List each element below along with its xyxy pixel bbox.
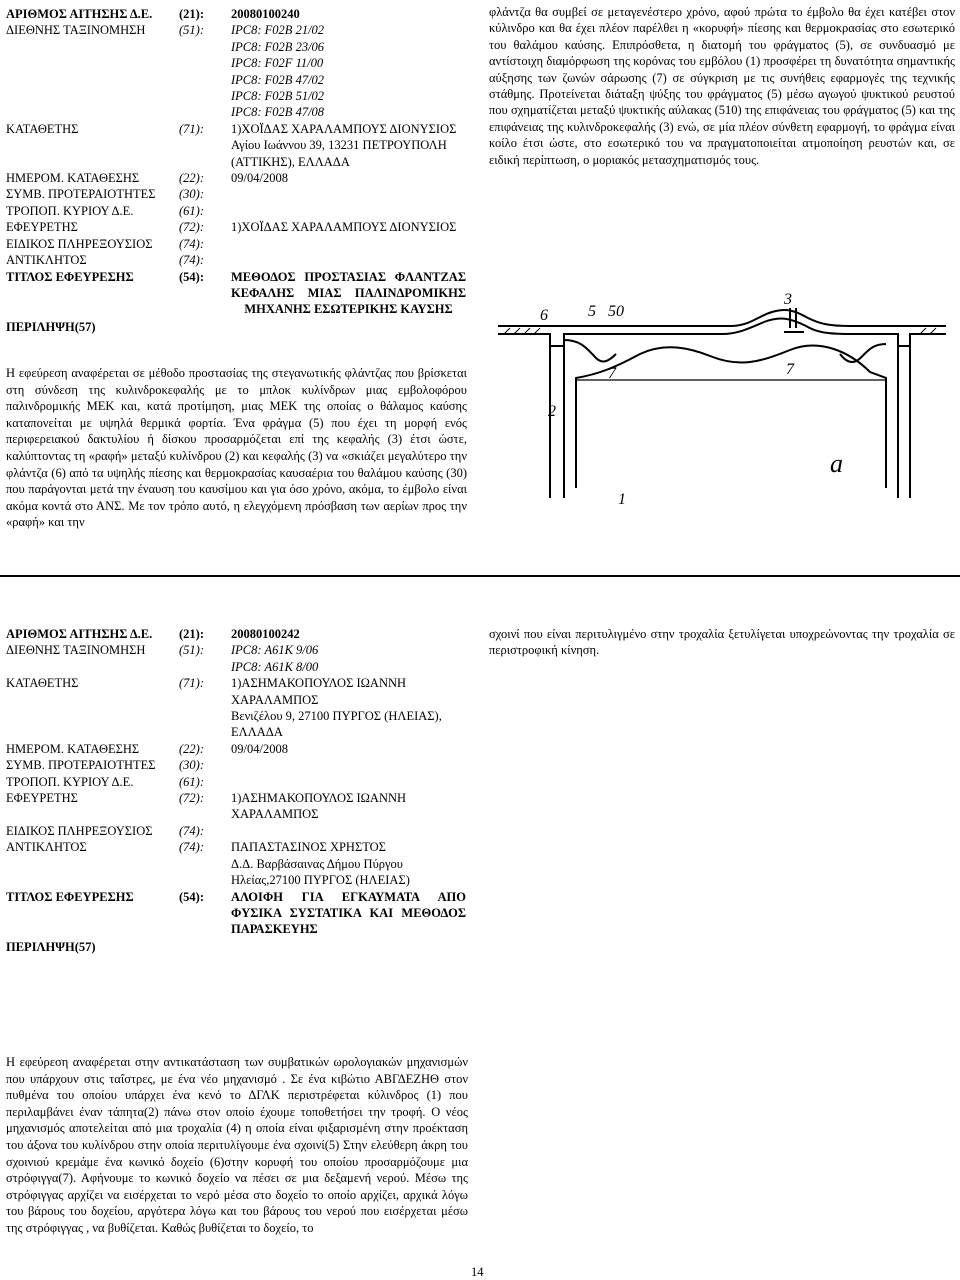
page-number: 14: [471, 1265, 484, 1279]
field-value: ΕΛΛΑΔΑ: [231, 725, 283, 740]
field-code: (72):: [179, 220, 204, 235]
field-value: 1)ΧΟΪΔΑΣ ΧΑΡΑΛΑΜΠΟΥΣ ΔΙΟΝΥΣΙΟΣ: [231, 220, 457, 235]
field-code: (71):: [179, 676, 204, 691]
label-7-left: 7: [608, 365, 616, 382]
metadata-row: [6, 823, 466, 839]
label-1: 1: [618, 491, 626, 508]
title-code: (54):: [179, 889, 204, 904]
field-code: (22):: [179, 741, 204, 756]
field-value: IPC8: F02B 21/02: [231, 23, 325, 38]
metadata-row: [6, 252, 466, 268]
title-code: (54):: [179, 269, 204, 284]
entry1-abstract: Η εφεύρεση αναφέρεται σε μέθοδο προστασίας της στεγανωτικής φλάντζας που βρίσκεται στη σύνδεση της κυλινδροκεφαλής με το μπλοκ κυλίνδρων μιας εμβολοφόρου παλινδρομικής ΜΕΚ και, κατά προτίμηση, μιας ΜΕΚ της οποίας ο θάλαμος καύσης καταπονείται με υψηλά θερμικά φορτία. Ένα φράγμα (5) που έχει τη μορφή ενός περιφερειακού δακτυλίου ή δίσκου προσαρμόζεται επί της κεφαλής (3) έτσι ώστε, καλύπτοντας τη «ραφή» μεταξύ κυλίνδρου (2) και κεφαλής (3) να «σκιάζει μεγαλύτερο την φλάντζα (6) από τα υψηλής πίεσης και θερμοκρασίας καυσαέρια του θαλάμου καύσης (30) που παράγονται μετά την έναυση του καυσίμου και για όσο χρόνο, ακόμα, το έμβολο είναι ακόμα κοντά στο ΑΝΣ. Με τον τρόπο αυτό, η ελεγχόμενη πρόσβαση των αερίων προς την «ραφή» και την: [6, 366, 467, 530]
label-2: 2: [548, 403, 556, 420]
metadata-row: [6, 757, 466, 773]
field-value: IPC8: F02B 51/02: [231, 89, 325, 104]
field-label: ΔΙΕΘΝΗΣ ΤΑΞΙΝΟΜΗΣΗ: [6, 23, 146, 38]
field-value: 1)ΑΣΗΜΑΚΟΠΟΥΛΟΣ ΙΩΑΝΝΗ: [231, 676, 407, 691]
field-value: IPC8: A61K 9/06: [231, 643, 319, 658]
field-value: ΧΑΡΑΛΑΜΠΟΣ: [231, 692, 319, 707]
field-label: ΕΙΔΙΚΟΣ ΠΛΗΡΕΞΟΥΣΙΟΣ: [6, 823, 153, 838]
field-value: 20080100242: [231, 627, 300, 641]
field-value: 09/04/2008: [231, 741, 288, 756]
metadata-row: [6, 236, 466, 252]
entry2-metadata: [6, 626, 466, 955]
label-3: 3: [784, 291, 792, 308]
field-value: Ηλείας,27100 ΠΥΡΓΟΣ (ΗΛΕΙΑΣ): [231, 873, 410, 888]
engine-cross-section-drawing: [490, 288, 954, 518]
field-label: ΗΜΕΡΟΜ. ΚΑΤΑΘΕΣΗΣ: [6, 741, 140, 756]
metadata-row: [6, 774, 466, 790]
metadata-row: [6, 203, 466, 219]
label-a: a: [830, 449, 843, 478]
entry2-abstract: Η εφεύρεση αναφέρεται στην αντικατάσταση των συμβατικών ωρολογιακών μηχανισμών που υπάρχουν στις ταΐστρες, με ένα νέο μηχανισμό . Σε ένα κιβώτιο ΑΒΓΔΕΖΗΘ στον πυθμένα του οποίου υπάρχει ένα κενό το ΔΓΛΚ περιστρέφεται κύλινδρος (1) που περιλαμβάνει έναν τάπητα(2) πάνω στον οποίο έχουμε τοποθετήσει την τροφή. Ο νέος μηχανισμός αποτελείται από μια τροχαλία (4) η οποία είναι φιξαρισμένη στην προέκταση του άξονα του κυλίνδρου στην οποία περιτυλίγουμε ένα σχοινί(5) Στην ελεύθερη άκρη του σχοινιού κρεμάμε ένα κωνικό δοχείο (6)στην κορυφή του οποίου προσαρμόζουμε μια στρόφιγγα(7). Αφήνουμε το κωνικό δοχείο να πέσει σε μια δεξαμενή νερού. Μέσω της στρόφιγγας αρχίζει να εισέρχεται το νερό μέσα στο δοχείο το οποίο αρχίζει, αρχικά λόγω του βάρους του δοχείου, αργότερα λόγω και του βάρους του νερού που εισέρχεται μέσω της στρόφιγγας , να βυθίζεται. Καθώς βυθίζεται το δοχείο, το: [6, 1055, 468, 1235]
metadata-row: [6, 741, 466, 757]
field-label: ΚΑΤΑΘΕΤΗΣ: [6, 121, 79, 136]
label-6: 6: [540, 307, 548, 324]
field-value: IPC8: F02B 47/08: [231, 105, 325, 120]
metadata-row: [6, 186, 466, 202]
field-label: ΗΜΕΡΟΜ. ΚΑΤΑΘΕΣΗΣ: [6, 171, 140, 186]
field-code: (30):: [179, 187, 204, 202]
field-value: Βενιζέλου 9, 27100 ΠΥΡΓΟΣ (ΗΛΕΙΑΣ),: [231, 709, 442, 724]
field-code: (22):: [179, 171, 204, 186]
field-value: 1)ΧΟΪΔΑΣ ΧΑΡΑΛΑΜΠΟΥΣ ΔΙΟΝΥΣΙΟΣ: [231, 121, 457, 136]
field-code: (61):: [179, 203, 204, 218]
field-value: IPC8: F02B 23/06: [231, 39, 325, 54]
field-code: (21):: [179, 7, 204, 21]
field-value: 1)ΑΣΗΜΑΚΟΠΟΥΛΟΣ ΙΩΑΝΝΗ: [231, 791, 407, 806]
field-value: ΠΑΠΑΣΤΑΣΙΝΟΣ ΧΡΗΣΤΟΣ: [231, 840, 386, 855]
field-code: (71):: [179, 121, 204, 136]
field-code: (21):: [179, 627, 204, 641]
field-value: (ΑΤΤΙΚΗΣ), ΕΛΛΑΔΑ: [231, 154, 350, 169]
title-line: ΜΕΘΟΔΟΣ ΠΡΟΣΤΑΣΙΑΣ ΦΛΑΝΤΖΑΣ: [231, 269, 466, 284]
head-outline: [498, 310, 946, 326]
entry1-title-row: [6, 269, 466, 318]
field-value: ΧΑΡΑΛΑΜΠΟΣ: [231, 807, 319, 822]
field-code: (74):: [179, 840, 204, 855]
entry2-title-row: [6, 889, 466, 938]
field-code: (74):: [179, 823, 204, 838]
field-code: (30):: [179, 758, 204, 773]
field-value: IPC8: F02F 11/00: [231, 56, 324, 71]
entry1-metadata: [6, 6, 466, 335]
title-line: ΦΥΣΙΚΑ ΣΥΣΤΑΤΙΚΑ ΚΑΙ ΜΕΘΟΔΟΣ: [231, 905, 466, 920]
field-value: [231, 823, 466, 839]
metadata-row: [6, 626, 466, 642]
metadata-row: [6, 22, 466, 120]
title-line: ΚΕΦΑΛΗΣ ΜΙΑΣ ΠΑΛΙΝΔΡΟΜΙΚΗΣ: [231, 285, 466, 300]
field-value: [231, 774, 466, 790]
field-code: (51):: [179, 643, 204, 658]
field-value: [231, 236, 466, 252]
entry2-abstract-continuation: σχοινί που είναι περιτυλιγμένο στην τροχαλία ξετυλίγεται υποχρεώνοντας την τροχαλία σε περιστροφική κίνηση.: [489, 627, 955, 658]
field-label: ΑΝΤΙΚΛΗΤΟΣ: [6, 253, 87, 268]
field-code: (74):: [179, 236, 204, 251]
label-7-right: 7: [786, 361, 794, 378]
field-label: ΤΡΟΠΟΠ. ΚΥΡΙΟΥ Δ.Ε.: [6, 774, 134, 789]
field-code: (61):: [179, 774, 204, 789]
metadata-row: [6, 642, 466, 675]
metadata-row: [6, 675, 466, 741]
abstract-heading: ΠΕΡΙΛΗΨΗ(57): [6, 939, 96, 954]
abstract-heading: ΠΕΡΙΛΗΨΗ(57): [6, 319, 96, 334]
title-line: ΜΗΧΑΝΗΣ ΕΣΩΤΕΡΙΚΗΣ ΚΑΥΣΗΣ: [244, 302, 453, 317]
metadata-row: [6, 219, 466, 235]
metadata-row: [6, 170, 466, 186]
field-label: ΕΙΔΙΚΟΣ ΠΛΗΡΕΞΟΥΣΙΟΣ: [6, 236, 153, 251]
label-5: 5: [588, 303, 596, 320]
field-code: (72):: [179, 791, 204, 806]
title-line: ΑΛΟΙΦΗ ΓΙΑ ΕΓΚΑΥΜΑΤΑ ΑΠΟ: [231, 889, 466, 904]
field-value: [231, 757, 466, 773]
field-label: ΣΥΜΒ. ΠΡΟΤΕΡΑΙΟΤΗΤΕΣ: [6, 758, 156, 773]
field-label: ΑΡΙΘΜΟΣ ΑΙΤΗΣΗΣ Δ.Ε.: [6, 627, 153, 641]
title-label: ΤΙΤΛΟΣ ΕΦΕΥΡΕΣΗΣ: [6, 889, 134, 904]
field-code: (51):: [179, 23, 204, 38]
entry1-abstract-continuation: φλάντζα θα συμβεί σε μεταγενέστερο χρόνο, αφού πρώτα το έμβολο θα έχει κατέβει στον κύλινδρο και θα έχει πλέον παρέλθει η «κορυφή» πίεσης και θερμοκρασίας στο εσωτερικό του θαλάμου καύσης. Επιπρόσθετα, η διατομή του φράγματος (5), σε συνδυασμό με αντίστοιχη διαμόρφωση της κορόνας του εμβόλου (1) προσφέρει τη δυνατότητα σημαντικής αύξησης των ζωνών σάρωσης (7) σε σύγκριση με τις συνήθεις εφαρμογές της τεχνικής στάθμης. Προτείνεται διάταξη ψύξης του φράγματος (5) μέσω αγωγού ψυκτικού ρευστού που σχηματίζεται μεταξύ ψυκτικής αύλακας (510) της επιφάνειας του φράγματος (5) και της επιφάνειας της κυλινδροκεφαλής (3) ενώ, σε μία πλέον σύνθετη εφαρμογή, το φράγμα είναι κοίλο έτσι ώστε, στο εσωτερικό του να πραγματοποιείται ατμοποίηση ρευστών και, σε ειδική περίπτωση, ο μοριακός μετασχηματισμός τους.: [489, 5, 955, 167]
field-value: [231, 186, 466, 202]
label-50: 50: [608, 303, 624, 320]
title-label: ΤΙΤΛΟΣ ΕΦΕΥΡΕΣΗΣ: [6, 269, 134, 284]
metadata-row: [6, 839, 466, 888]
field-label: ΕΦΕΥΡΕΤΗΣ: [6, 791, 78, 806]
field-value: Δ.Δ. Βαρβάσαινας Δήμου Πύργου: [231, 856, 403, 871]
field-code: (74):: [179, 253, 204, 268]
field-value: [231, 203, 466, 219]
field-label: ΑΡΙΘΜΟΣ ΑΙΤΗΣΗΣ Δ.Ε.: [6, 7, 153, 21]
field-label: ΣΥΜΒ. ΠΡΟΤΕΡΑΙΟΤΗΤΕΣ: [6, 187, 156, 202]
field-label: ΕΦΕΥΡΕΤΗΣ: [6, 220, 78, 235]
field-label: ΤΡΟΠΟΠ. ΚΥΡΙΟΥ Δ.Ε.: [6, 203, 134, 218]
metadata-row: [6, 6, 466, 22]
field-label: ΚΑΤΑΘΕΤΗΣ: [6, 676, 79, 691]
metadata-row: [6, 790, 466, 823]
field-value: 09/04/2008: [231, 171, 288, 186]
field-label: ΔΙΕΘΝΗΣ ΤΑΞΙΝΟΜΗΣΗ: [6, 643, 146, 658]
field-value: Αγίου Ιωάννου 39, 13231 ΠΕΤΡΟΥΠΟΛΗ: [231, 138, 447, 153]
field-value: IPC8: F02B 47/02: [231, 72, 325, 87]
field-value: [231, 252, 466, 268]
field-value: IPC8: A61K 8/00: [231, 659, 319, 674]
section-divider: [0, 575, 960, 577]
field-value: 20080100240: [231, 7, 300, 21]
metadata-row: [6, 121, 466, 170]
field-label: ΑΝΤΙΚΛΗΤΟΣ: [6, 840, 87, 855]
title-line: ΠΑΡΑΣΚΕΥΗΣ: [231, 922, 318, 937]
barrier-ring: [564, 340, 616, 361]
